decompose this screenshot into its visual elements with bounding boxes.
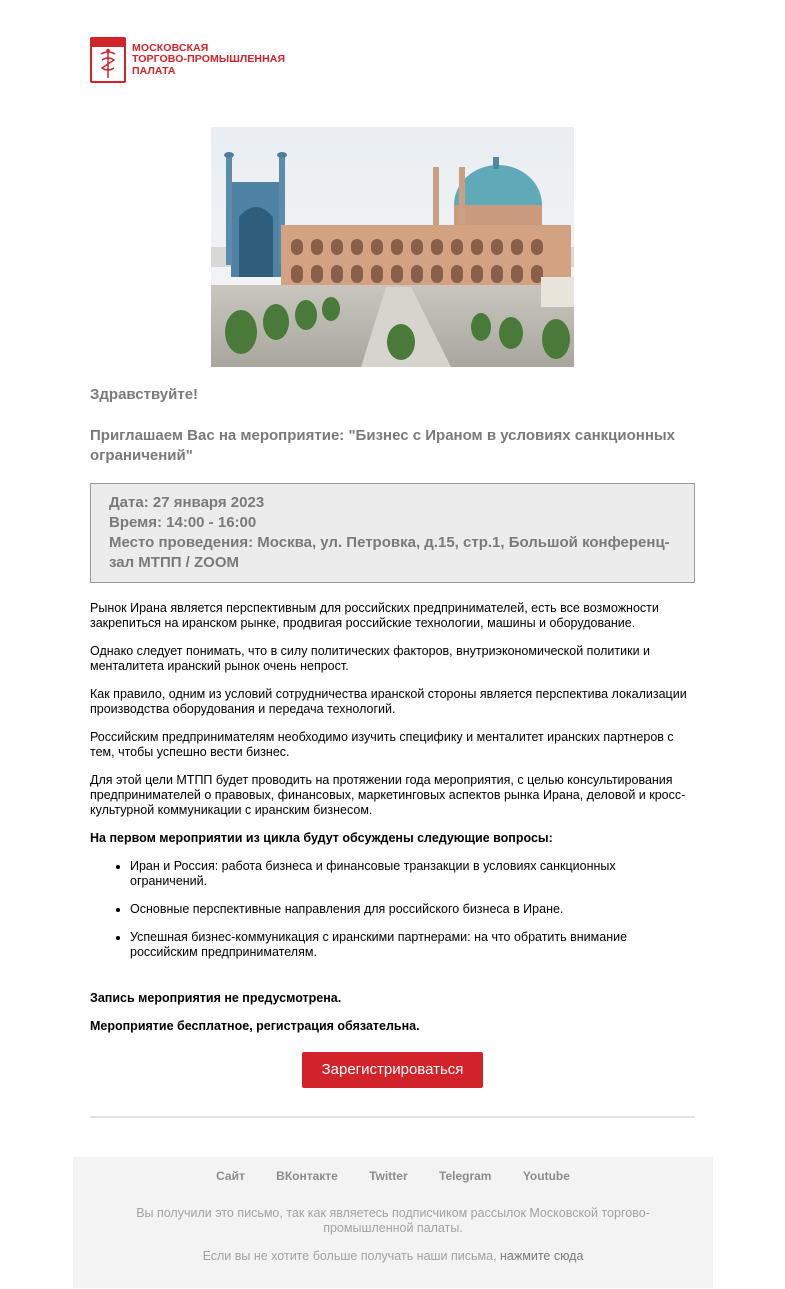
invitation-heading: Приглашаем Вас на мероприятие: "Бизнес с Ираном в условиях санкционных ограничений" [90,427,676,464]
no-recording-note: Запись мероприятия не предусмотрена. [90,991,342,1005]
paragraph: Российским предпринимателям необходимо изучить специфику и менталитет иранских партнеров с тем, чтобы успешно вести бизнес. [90,730,674,759]
paragraph: Рынок Ирана является перспективным для российских предпринимателей, есть все возможности закрепиться на иранском рынке, продвигая российские технологии, машины и оборудование. [90,601,659,630]
unsubscribe-link[interactable]: нажмите сюда [500,1249,584,1263]
paragraph: Для этой цели МТПП будет проводить на протяжении года мероприятия, с целью консультирования предпринимателей о правовых, финансовых, маркетинговых аспектов рынка Ирана, деловой и кросс-культурной коммуникации с иранским бизнесом. [90,773,686,817]
greeting-heading: Здравствуйте! [90,386,199,403]
logo-wordmark: МОСКОВСКАЯ ТОРГОВО-ПРОМЫШЛЕННАЯ ПАЛАТА [132,41,286,77]
list-item: • Успешная бизнес-коммуникация с иранскими партнерами: на что обратить внимание российским предпринимателям. [130,930,695,960]
footer-link-vkontakte[interactable]: ВКонтакте [276,1169,338,1183]
event-date: Дата: 27 января 2023 [109,494,265,511]
hero-image-isfahan-mosque [211,127,574,367]
event-notes [90,991,695,1047]
divider [90,1116,695,1118]
email-body [90,601,695,973]
event-place: Место проведения: Москва, ул. Петровка, д.15, стр.1, Большой конференц-зал МТПП / ZOOM [109,534,670,571]
footer [73,1157,713,1288]
mtpp-logo[interactable] [90,37,300,83]
emblem-icon [90,37,126,83]
unsubscribe-line [73,1249,713,1263]
subscription-note: Вы получили это письмо, так как являетесь подписчиком рассылок Московской торгово-промышленной палаты. [136,1206,650,1235]
event-time: Время: 14:00 - 16:00 [109,514,257,531]
register-button[interactable]: Зарегистрироваться [302,1052,483,1088]
free-registration-note: Мероприятие бесплатное, регистрация обязательна. [90,1019,420,1033]
paragraph: Однако следует понимать, что в силу политических факторов, внутриэкономической политики и менталитета иранский рынок очень непрост. [90,644,651,673]
questions-heading: На первом мероприятии из цикла будут обсуждены следующие вопросы: [90,831,553,845]
footer-link-telegram[interactable]: Telegram [439,1169,492,1183]
unsubscribe-text: Если вы не хотите больше получать наши письма, [202,1249,497,1263]
list-item: • Основные перспективные направления для российского бизнеса в Иране. [130,902,695,917]
event-details-box [90,483,695,583]
footer-link-site[interactable]: Сайт [216,1169,245,1183]
paragraph: Как правило, одним из условий сотрудничества иранской стороны является перспектива локализации производства оборудования и передача технологий. [90,687,687,716]
footer-links [73,1169,713,1183]
footer-link-youtube[interactable]: Youtube [522,1169,570,1183]
questions-list [130,859,695,960]
footer-link-twitter[interactable]: Twitter [369,1169,408,1183]
list-item: • Иран и Россия: работа бизнеса и финансовые транзакции в условиях санкционных ограничений. [130,859,695,889]
